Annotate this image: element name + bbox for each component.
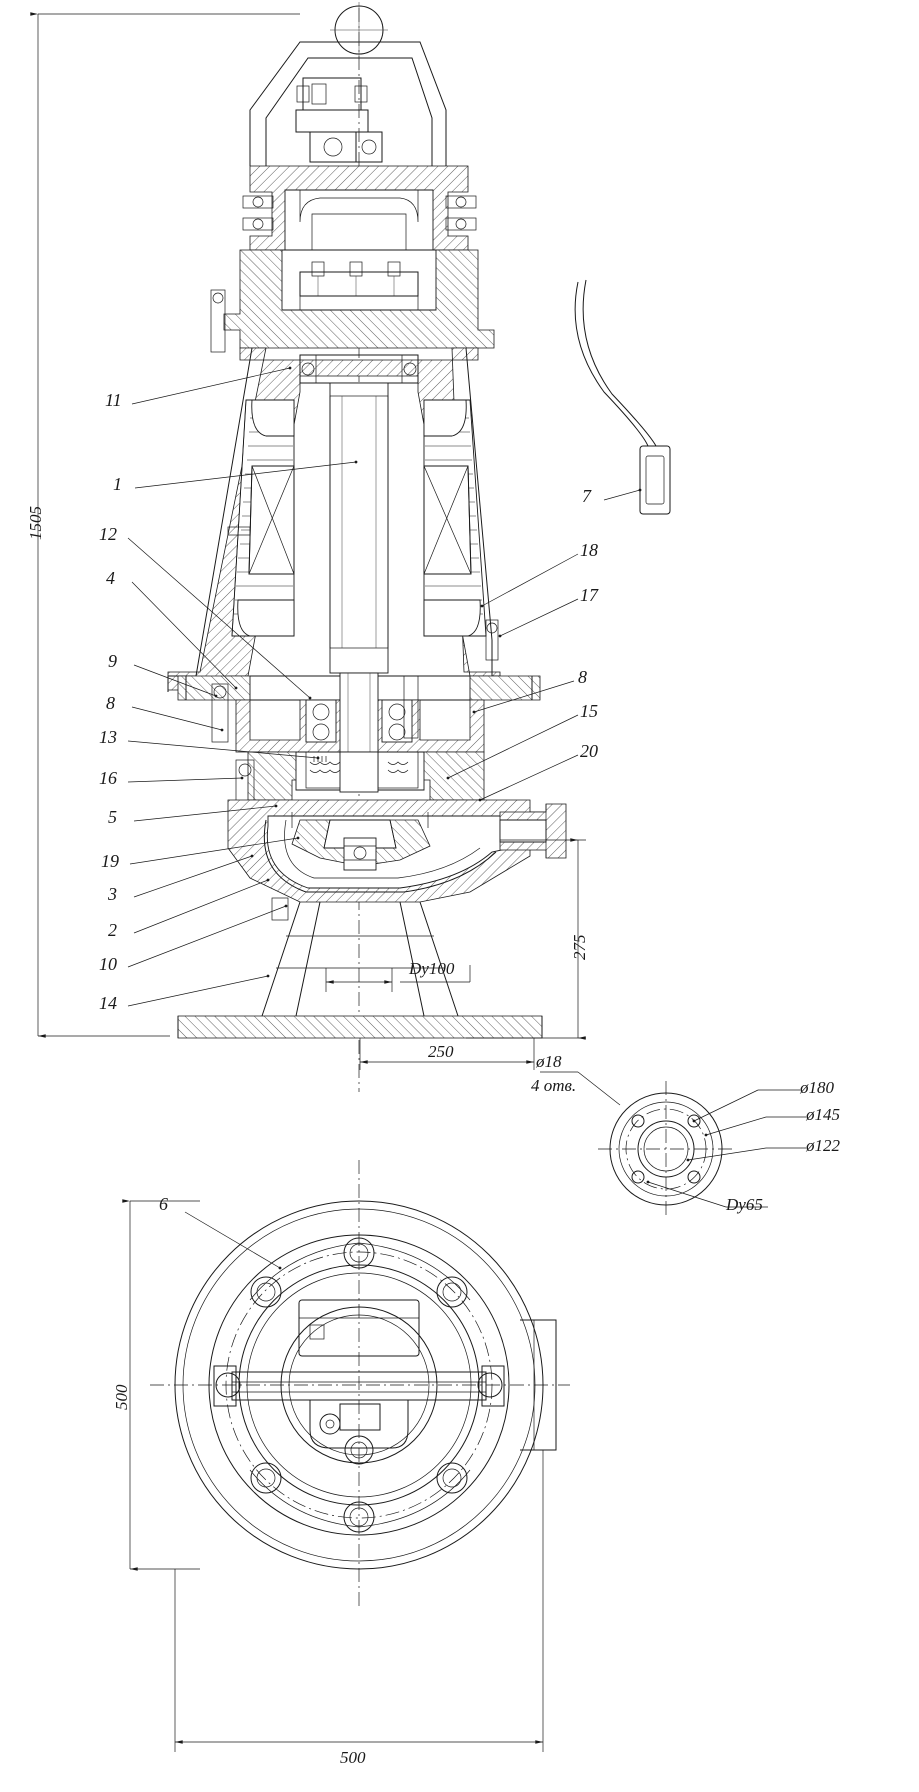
callout-2: 2 — [108, 920, 117, 940]
dim-bolt-circle-dia: ø145 — [806, 1105, 840, 1124]
impeller-nut — [344, 838, 376, 870]
dim-flange-nominal: Dy65 — [726, 1195, 763, 1214]
dim-dy100: Dy100 — [409, 959, 455, 978]
main-section-view — [168, 2, 586, 1092]
callout-7: 7 — [582, 486, 591, 506]
dim-plan-height: 500 — [112, 1384, 131, 1410]
dim-bolt-hole-dia: ø18 — [536, 1052, 562, 1071]
callout-19: 19 — [101, 851, 119, 871]
bottom-plan-view — [130, 1160, 570, 1752]
callout-20: 20 — [580, 741, 598, 761]
rotor-shaft — [330, 383, 388, 673]
callout-17: 17 — [580, 585, 598, 605]
callout-13: 13 — [99, 727, 117, 747]
callout-11: 11 — [105, 390, 122, 410]
callout-18: 18 — [580, 540, 598, 560]
dim-250: 250 — [428, 1042, 454, 1061]
callout-9: 9 — [108, 651, 117, 671]
callout-6: 6 — [159, 1194, 168, 1214]
dim-plan-500-vertical — [130, 1201, 200, 1569]
callout-12: 12 — [99, 524, 117, 544]
callout-3: 3 — [108, 884, 117, 904]
callout-10: 10 — [99, 954, 117, 974]
callout-4: 4 — [106, 568, 115, 588]
dim-flange-outer-dia: ø180 — [800, 1078, 834, 1097]
base-plate — [178, 1016, 542, 1038]
callout-8-left: 8 — [106, 693, 115, 713]
callout-8-right: 8 — [578, 667, 587, 687]
callout-1: 1 — [113, 474, 122, 494]
callout-15: 15 — [580, 701, 598, 721]
dim-overall-height: 1505 — [26, 506, 45, 540]
callout-5: 5 — [108, 807, 117, 827]
flange-detail-view — [540, 1072, 806, 1217]
dim-275: 275 — [570, 934, 589, 960]
dim-bore-dia: ø122 — [806, 1136, 840, 1155]
float-switch-detail — [575, 280, 670, 514]
dim-bolt-hole-count: 4 отв. — [531, 1076, 577, 1095]
dim-plan-width: 500 — [340, 1748, 366, 1767]
callout-14: 14 — [99, 993, 117, 1013]
callout-16: 16 — [99, 768, 117, 788]
